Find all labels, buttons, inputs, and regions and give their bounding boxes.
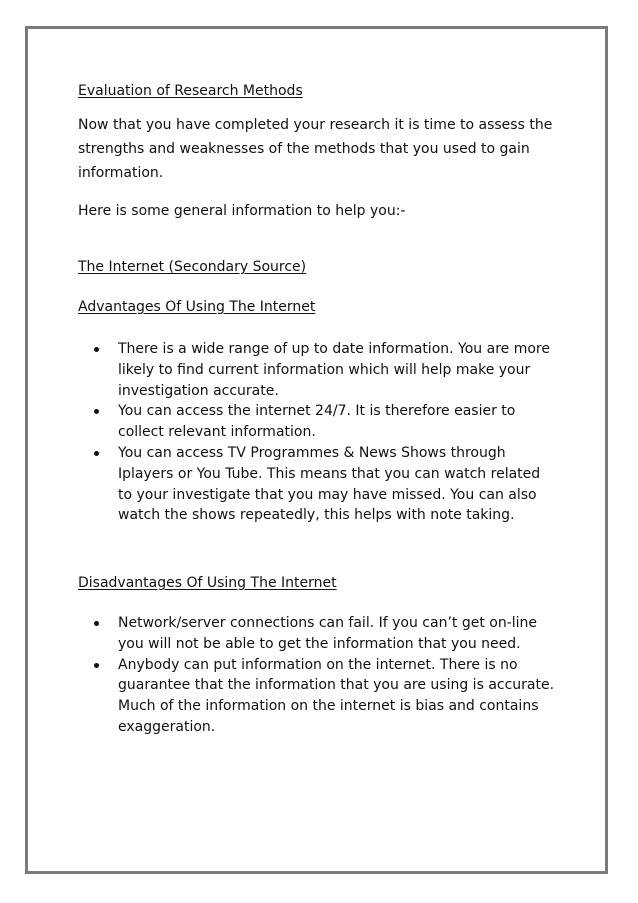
advantage-text: There is a wide range of up to date information. You are more likely to find current information which will help make your investigation accurate. <box>118 341 550 399</box>
disadvantage-text: Anybody can put information on the internet. There is no guarantee that the information that you are using is accurate. Much of the information on the internet is bias and contains exaggeration. <box>118 656 555 735</box>
list-item <box>78 339 558 401</box>
bullet-icon <box>94 451 99 456</box>
list-item <box>78 613 558 655</box>
disadvantages-heading: Disadvantages Of Using The Internet <box>78 575 337 591</box>
intro-paragraph: Now that you have completed your research it is time to assess the strengths and weaknesses of the methods that you used to gain information. <box>78 117 553 181</box>
bullet-icon <box>94 409 99 414</box>
bullet-icon <box>94 347 99 352</box>
list-item <box>78 401 558 443</box>
bullet-icon <box>94 621 99 626</box>
advantage-text: You can access TV Programmes & News Shows through Iplayers or You Tube. This means that you can watch related to your investigate that you may have missed. You can also watch the shows repeatedly, this helps with note taking. <box>118 444 541 524</box>
advantages-heading: Advantages Of Using The Internet <box>78 299 316 315</box>
help-line: Here is some general information to help you:- <box>78 203 406 219</box>
page-border-frame <box>25 26 608 874</box>
document-title: Evaluation of Research Methods <box>78 83 303 99</box>
advantages-list <box>78 339 558 526</box>
list-item <box>78 655 558 738</box>
disadvantages-list <box>78 613 558 738</box>
list-item <box>78 443 558 526</box>
disadvantage-text: Network/server connections can fail. If you can’t get on-line you will not be able to get the information that you need. <box>118 615 538 652</box>
advantage-text: You can access the internet 24/7. It is therefore easier to collect relevant information. <box>118 403 516 441</box>
section-title-internet: The Internet (Secondary Source) <box>78 259 307 275</box>
bullet-icon <box>94 663 99 668</box>
